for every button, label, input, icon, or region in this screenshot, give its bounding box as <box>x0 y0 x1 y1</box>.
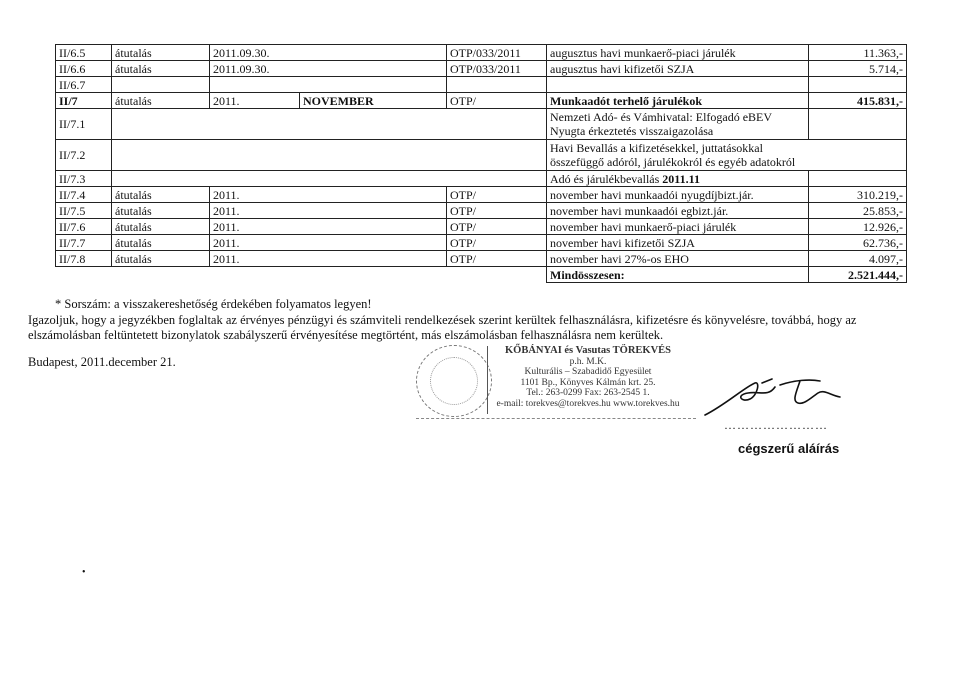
row-desc: augusztus havi munkaerő-piaci járulék <box>547 45 809 61</box>
row-type: átutalás <box>112 219 210 235</box>
row-type: átutalás <box>112 235 210 251</box>
row-desc: Munkaadót terhelő járulékok <box>547 93 809 109</box>
row-bank: OTP/ <box>447 203 547 219</box>
table-row <box>56 140 907 171</box>
row-date: 2011.09.30. <box>210 45 447 61</box>
row-bank: OTP/ <box>447 219 547 235</box>
row-id: II/7.7 <box>56 235 112 251</box>
row-desc-period: 2011.11 <box>662 171 700 186</box>
row-id: II/7.6 <box>56 219 112 235</box>
table-row <box>56 187 907 203</box>
expense-ledger-table <box>55 44 907 283</box>
stamp-line: 1101 Bp., Könyves Kálmán krt. 25. <box>520 377 656 388</box>
row-date: 2011. <box>210 219 447 235</box>
row-amount: 4.097,- <box>809 251 907 267</box>
row-id: II/7.4 <box>56 187 112 203</box>
place-date: Budapest, 2011.december 21. <box>28 355 176 369</box>
seal-inner-ring-icon <box>430 357 478 405</box>
row-date: 2011. <box>210 235 447 251</box>
row-type: átutalás <box>112 93 210 109</box>
row-bank: OTP/ <box>447 93 547 109</box>
stamp-line: KŐBÁNYAI és Vasutas TÖREKVÉS <box>504 345 671 356</box>
signature-line: …………………… <box>724 418 828 432</box>
row-id: II/6.7 <box>56 77 112 93</box>
row-desc-line1: Nemzeti Adó- és Vámhivatal: Elfogadó eBEV <box>550 110 773 124</box>
row-id: II/7 <box>56 93 112 109</box>
row-desc: november havi munkaerő-piaci járulék <box>547 219 809 235</box>
table-row <box>56 235 907 251</box>
row-desc: november havi 27%-os EHO <box>547 251 809 267</box>
stamp-line: Tel.: 263-0299 Fax: 263-2545 1. <box>526 388 650 398</box>
row-month: NOVEMBER <box>300 93 447 109</box>
row-id: II/7.2 <box>56 140 112 171</box>
row-desc <box>547 171 809 187</box>
row-id: II/6.5 <box>56 45 112 61</box>
stray-mark: • <box>82 567 86 578</box>
table-row <box>56 219 907 235</box>
row-desc-line2: Nyugta érkeztetés visszaigazolása <box>550 124 714 138</box>
row-desc <box>547 109 809 140</box>
stamp-line: e-mail: torekves@torekves.hu www.torekves.hu <box>496 398 680 409</box>
row-date: 2011.09.30. <box>210 61 447 77</box>
table-row <box>56 77 907 93</box>
row-id: II/7.1 <box>56 109 112 140</box>
row-amount <box>809 171 907 187</box>
table-row <box>56 45 907 61</box>
row-bank: OTP/ <box>447 187 547 203</box>
row-date <box>210 77 447 93</box>
footnote: * Sorszám: a visszakereshetőség érdekében folyamatos legyen! <box>55 297 372 311</box>
row-desc <box>547 140 907 171</box>
row-desc-line2: összefüggő adóról, járulékokról és egyéb adatokról <box>550 155 796 169</box>
row-blank <box>112 140 547 171</box>
row-type: átutalás <box>112 187 210 203</box>
row-bank: OTP/ <box>447 251 547 267</box>
row-id: II/6.6 <box>56 61 112 77</box>
row-amount <box>809 77 907 93</box>
row-type: átutalás <box>112 61 210 77</box>
row-desc: november havi munkaadói egbizt.jár. <box>547 203 809 219</box>
table-row <box>56 203 907 219</box>
row-bank: OTP/033/2011 <box>447 45 547 61</box>
row-desc-text: Adó és járulékbevallás <box>550 171 663 186</box>
table-row <box>56 109 907 140</box>
row-date: 2011. <box>210 203 447 219</box>
row-desc: november havi kifizetői SZJA <box>547 235 809 251</box>
row-id: II/7.8 <box>56 251 112 267</box>
handwritten-signature-icon <box>700 375 850 420</box>
row-id: II/7.3 <box>56 171 112 187</box>
row-amount: 12.926,- <box>809 219 907 235</box>
row-blank <box>112 171 547 187</box>
signature-label: cégszerű aláírás <box>738 441 840 456</box>
row-amount: 5.714,- <box>809 61 907 77</box>
total-row <box>56 267 907 283</box>
table-row <box>56 61 907 77</box>
row-type: átutalás <box>112 203 210 219</box>
row-date: 2011. <box>210 251 447 267</box>
row-amount: 310.219,- <box>809 187 907 203</box>
row-type: átutalás <box>112 45 210 61</box>
row-amount: 11.363,- <box>809 45 907 61</box>
table-row-section <box>56 93 907 109</box>
row-desc <box>547 77 809 93</box>
row-bank: OTP/033/2011 <box>447 61 547 77</box>
row-desc: november havi munkaadói nyugdíjbizt.jár. <box>547 187 809 203</box>
row-id: II/7.5 <box>56 203 112 219</box>
total-amount: 2.521.444,- <box>809 267 907 283</box>
stamp-line: Kulturális – Szabadidő Egyesület <box>524 367 652 377</box>
row-amount <box>809 109 907 140</box>
row-bank <box>447 77 547 93</box>
row-date: 2011. <box>210 187 447 203</box>
row-blank <box>112 109 547 140</box>
row-bank: OTP/ <box>447 235 547 251</box>
row-type: átutalás <box>112 251 210 267</box>
total-spacer <box>56 267 547 283</box>
row-amount: 415.831,- <box>809 93 907 109</box>
row-desc: augusztus havi kifizetői SZJA <box>547 61 809 77</box>
certification-text: Igazoljuk, hogy a jegyzékben foglaltak az érvényes pénzügyi és számviteli rendelkezések szerint kerültek felhasználásra, kifizetésre és könyvelésre, továbbá, hogy az elszámolásban feltüntetett bizonylatok szabályszerű érvényesítése megtörtént, más elszámolásban felhasználásra nem kerültek. <box>28 313 857 342</box>
organization-stamp <box>487 346 688 414</box>
row-amount: 25.853,- <box>809 203 907 219</box>
stamp-underline <box>416 418 696 419</box>
stamp-line: p.h. M.K. <box>569 356 607 367</box>
row-date: 2011. <box>210 93 300 109</box>
row-desc-line1: Havi Bevallás a kifizetésekkel, juttatásokkal <box>550 141 763 155</box>
table-row <box>56 251 907 267</box>
row-amount: 62.736,- <box>809 235 907 251</box>
total-label: Mindösszesen: <box>547 267 809 283</box>
row-type <box>112 77 210 93</box>
table-row <box>56 171 907 187</box>
